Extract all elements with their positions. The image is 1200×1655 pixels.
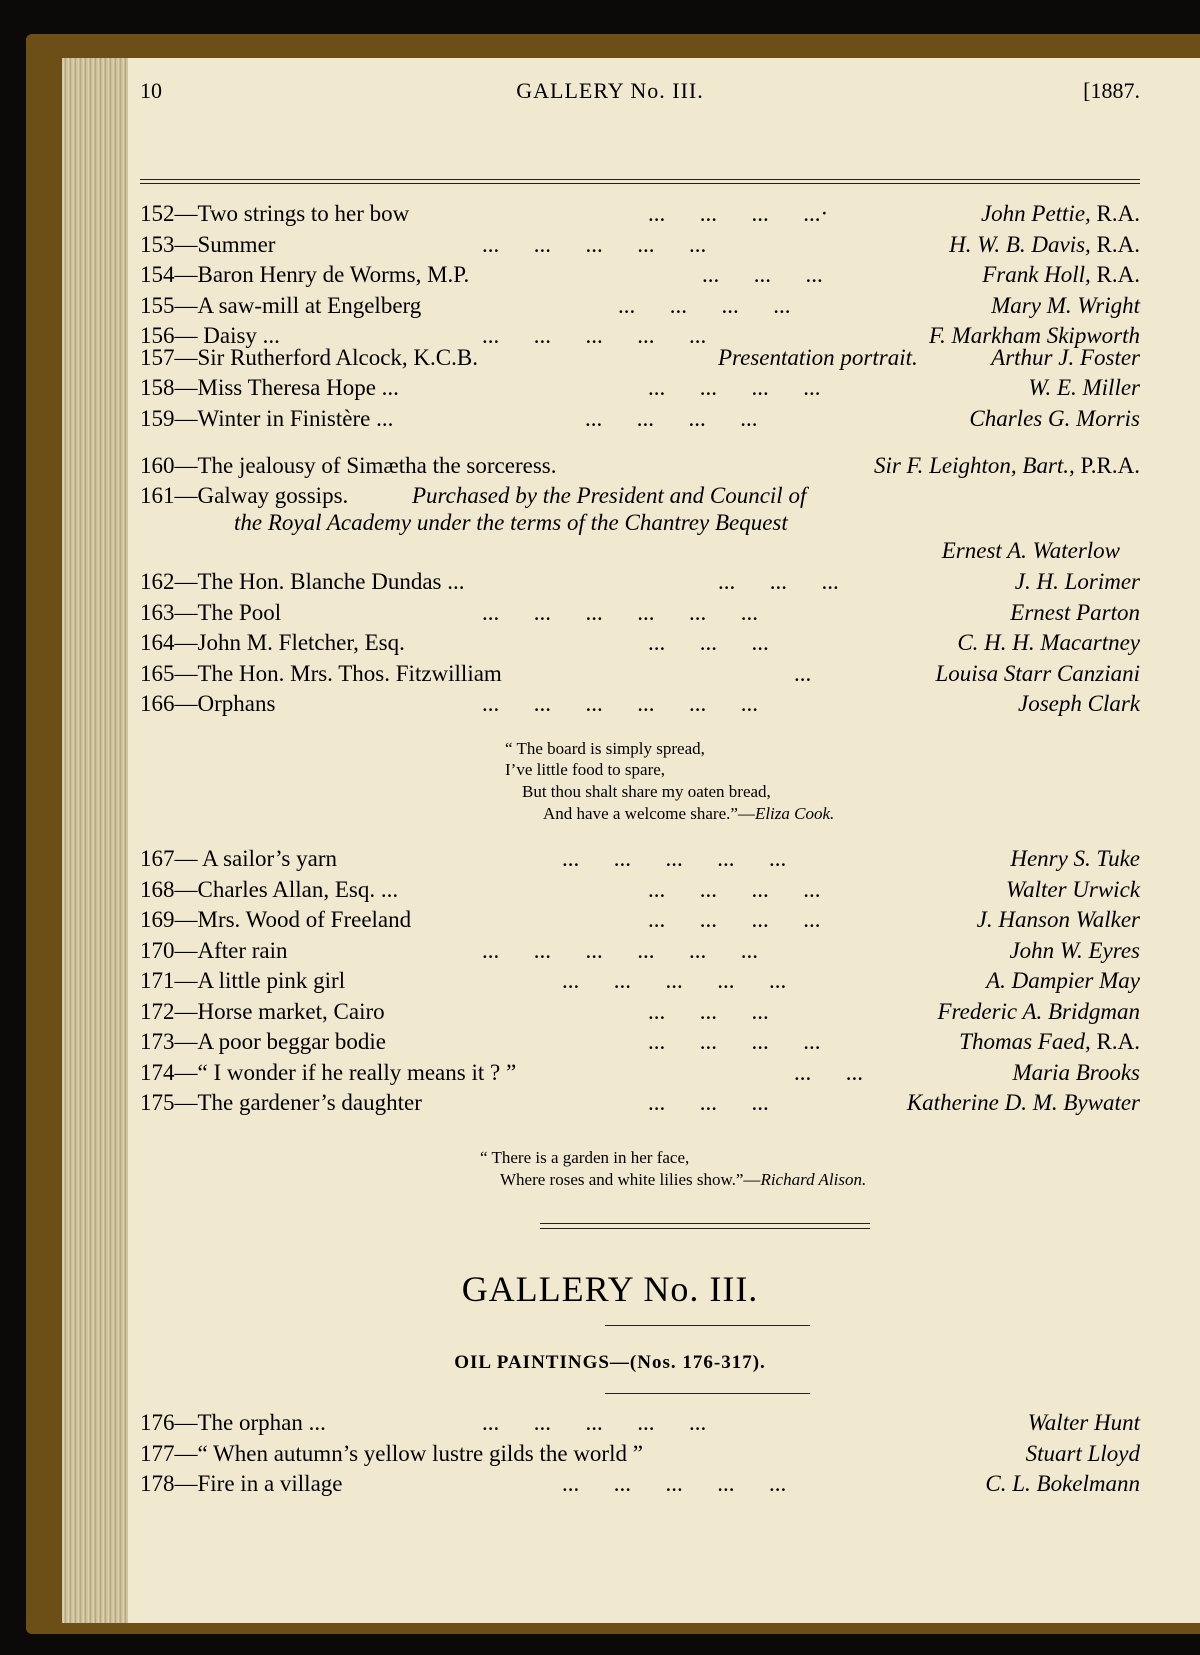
catalogue-entry-157 [140, 342, 1140, 374]
entry-artist: H. W. B. Davis, R.A. [949, 231, 1140, 257]
entry-note: Presentation portrait. [718, 345, 918, 370]
entry-title: 175—The gardener’s daughter [140, 1090, 422, 1115]
entry-artist: Sir F. Leighton, Bart., P.R.A. [873, 453, 1140, 478]
entry-title: 168—Charles Allan, Esq. ... [140, 876, 399, 902]
leader-dots: ... ... ... [648, 1090, 769, 1115]
leader-dots: ... ... [794, 1059, 863, 1085]
leader-dots: ... ... ... ... [648, 907, 821, 932]
section-subtitle: OIL PAINTINGS—(Nos. 176-317). [454, 1352, 766, 1373]
catalogue-entry [140, 1026, 1140, 1058]
entry-title: 171—A little pink girl [140, 968, 346, 993]
leader-dots: ... [794, 660, 812, 686]
entry-title: 161—Galway gossips. [140, 483, 349, 508]
entry-artist: Henry S. Tuke [1010, 846, 1140, 871]
entry-title: 176—The orphan ... [140, 1410, 326, 1435]
catalogue-entry [140, 566, 1140, 598]
catalogue-entry [140, 688, 1140, 720]
subtitle-rule [605, 1393, 810, 1394]
entry-title: 152—Two strings to her bow [140, 201, 410, 226]
entry-note-continued: the Royal Academy under the terms of the Chantrey Bequest [234, 510, 788, 535]
leader-dots: ... ... ... ... ... ... [482, 937, 758, 963]
catalogue-entry [140, 290, 1140, 322]
leader-dots: ... ... ... [648, 998, 769, 1024]
catalogue-entry [140, 1057, 1140, 1089]
catalogue-entry [140, 996, 1140, 1028]
entry-artist: Mary M. Wright [991, 292, 1140, 318]
leader-dots: ... ... ... ... [648, 375, 821, 400]
entry-title: 158—Miss Theresa Hope ... [140, 375, 399, 400]
catalogue-entry [140, 874, 1140, 906]
entry-artist: A. Dampier May [986, 968, 1140, 993]
quote-line: But thou shalt share my oaten bread, [522, 782, 771, 801]
quote-line: “ The board is simply spread, [505, 739, 705, 758]
leader-dots: ... ... ... ... ... ... [482, 599, 758, 625]
entry-title: 157—Sir Rutherford Alcock, K.C.B. [140, 345, 478, 370]
catalogue-entry [140, 1407, 1140, 1439]
entry-artist: Ernest A. Waterlow [941, 538, 1120, 563]
entry-artist: Charles G. Morris [969, 405, 1140, 431]
catalogue-entry [140, 372, 1140, 404]
quote-line: “ There is a garden in her face, [480, 1148, 690, 1167]
entry-artist: Maria Brooks [1012, 1059, 1140, 1085]
leader-dots: ... ... ... ... ... [482, 323, 707, 348]
catalogue-entry-161 [140, 480, 1140, 512]
entry-title: 153—Summer [140, 231, 276, 257]
entry-title: 163—The Pool [140, 599, 282, 625]
catalogue-entry [140, 843, 1140, 875]
entry-artist: C. L. Bokelmann [985, 1471, 1140, 1496]
page-number: 10 [140, 78, 162, 103]
entry-title: 159—Winter in Finistère ... [140, 405, 394, 431]
entry-artist: Frederic A. Bridgman [937, 998, 1140, 1024]
leader-dots: ... ... ... ... [648, 1029, 821, 1054]
catalogue-entry [140, 904, 1140, 936]
entry-artist: Louisa Starr Canziani [935, 660, 1140, 686]
entry-artist: F. Markham Skipworth [928, 323, 1140, 348]
entry-title: 160—The jealousy of Simætha the sorceress. [140, 453, 557, 478]
entry-artist: Stuart Lloyd [1025, 1440, 1140, 1466]
catalogue-entry [140, 965, 1140, 997]
leader-dots: ... ... ... [718, 569, 839, 594]
entry-title: 170—After rain [140, 937, 288, 963]
header-rule-2 [140, 183, 1140, 184]
quote-line: And have a welcome share.”—Eliza Cook. [543, 804, 835, 823]
page-edges [62, 58, 137, 1623]
leader-dots: ... ... ... ...· [648, 201, 829, 226]
entry-title: 166—Orphans [140, 691, 276, 716]
catalogue-entry [140, 198, 1140, 230]
leader-dots: ... ... ... ... ... [562, 846, 787, 871]
entry-artist: John W. Eyres [1009, 937, 1140, 963]
catalogue-entry [140, 403, 1140, 435]
entry-title: 164—John M. Fletcher, Esq. [140, 630, 405, 655]
header-rule-1 [140, 179, 1140, 180]
entry-artist: Arthur J. Foster [991, 345, 1140, 370]
entry-title: 162—The Hon. Blanche Dundas ... [140, 569, 465, 594]
entry-title: 174—“ I wonder if he really means it ? ” [140, 1059, 517, 1085]
quote-line: Where roses and white lilies show.”—Richard Alison. [500, 1170, 867, 1189]
entry-title: 155—A saw-mill at Engelberg [140, 292, 422, 318]
leader-dots: ... ... ... [648, 630, 769, 655]
catalogue-entry [140, 627, 1140, 659]
entry-title: 156— Daisy ... [140, 323, 280, 348]
entry-title: 172—Horse market, Cairo [140, 998, 385, 1024]
entry-artist: Walter Hunt [1027, 1410, 1140, 1435]
year: [1887. [1083, 78, 1140, 103]
leader-dots: ... ... ... ... [618, 292, 791, 318]
entry-title: 177—“ When autumn’s yellow lustre gilds the world ” [140, 1440, 643, 1466]
entry-title: 167— A sailor’s yarn [140, 846, 337, 871]
entry-title: 178—Fire in a village [140, 1471, 343, 1496]
entry-artist: Frank Holl, R.A. [982, 262, 1140, 287]
entry-title: 173—A poor beggar bodie [140, 1029, 386, 1054]
leader-dots: ... ... ... ... ... [482, 1410, 707, 1435]
catalogue-entry-160 [140, 450, 1140, 482]
entry-title: 169—Mrs. Wood of Freeland [140, 907, 412, 932]
catalogue-entry [140, 935, 1140, 967]
leader-dots: ... ... ... ... ... ... [482, 691, 758, 716]
entry-artist: J. H. Lorimer [1014, 569, 1140, 594]
entry-title: 154—Baron Henry de Worms, M.P. [140, 262, 470, 287]
entry-note: Purchased by the President and Council of [412, 483, 807, 508]
catalogue-entry [140, 658, 1140, 690]
entry-artist: Katherine D. M. Bywater [906, 1090, 1140, 1115]
entry-title: 165—The Hon. Mrs. Thos. Fitzwilliam [140, 660, 502, 686]
section-title: GALLERY No. III. [461, 1269, 759, 1309]
running-title: GALLERY No. III. [516, 78, 704, 103]
entry-artist: Ernest Parton [1010, 599, 1140, 625]
catalogue-entry [140, 229, 1140, 261]
section-title-rule [605, 1325, 810, 1326]
leader-dots: ... ... ... ... ... [562, 1471, 787, 1496]
catalogue-entry [140, 1087, 1140, 1119]
catalogue-entry [140, 259, 1140, 291]
catalogue-entry [140, 597, 1140, 629]
entry-artist: Thomas Faed, R.A. [959, 1029, 1140, 1054]
catalogue-entry [140, 1438, 1140, 1470]
entry-artist: W. E. Miller [1028, 375, 1140, 400]
section-rule-2 [540, 1228, 870, 1229]
entry-artist: C. H. H. Macartney [957, 630, 1140, 655]
leader-dots: ... ... ... ... [585, 405, 758, 431]
section-rule-1 [540, 1223, 870, 1224]
catalogue-entry [140, 1468, 1140, 1500]
entry-artist: Joseph Clark [1017, 691, 1140, 716]
leader-dots: ... ... ... ... ... [562, 968, 787, 993]
leader-dots: ... ... ... ... ... [482, 231, 707, 257]
quote-line: I’ve little food to spare, [505, 760, 666, 779]
entry-artist: Walter Urwick [1006, 876, 1140, 902]
entry-artist: J. Hanson Walker [976, 907, 1140, 932]
entry-artist: John Pettie, R.A. [980, 201, 1140, 226]
leader-dots: ... ... ... [702, 262, 823, 287]
leader-dots: ... ... ... ... [648, 876, 821, 902]
running-header [140, 78, 1140, 114]
